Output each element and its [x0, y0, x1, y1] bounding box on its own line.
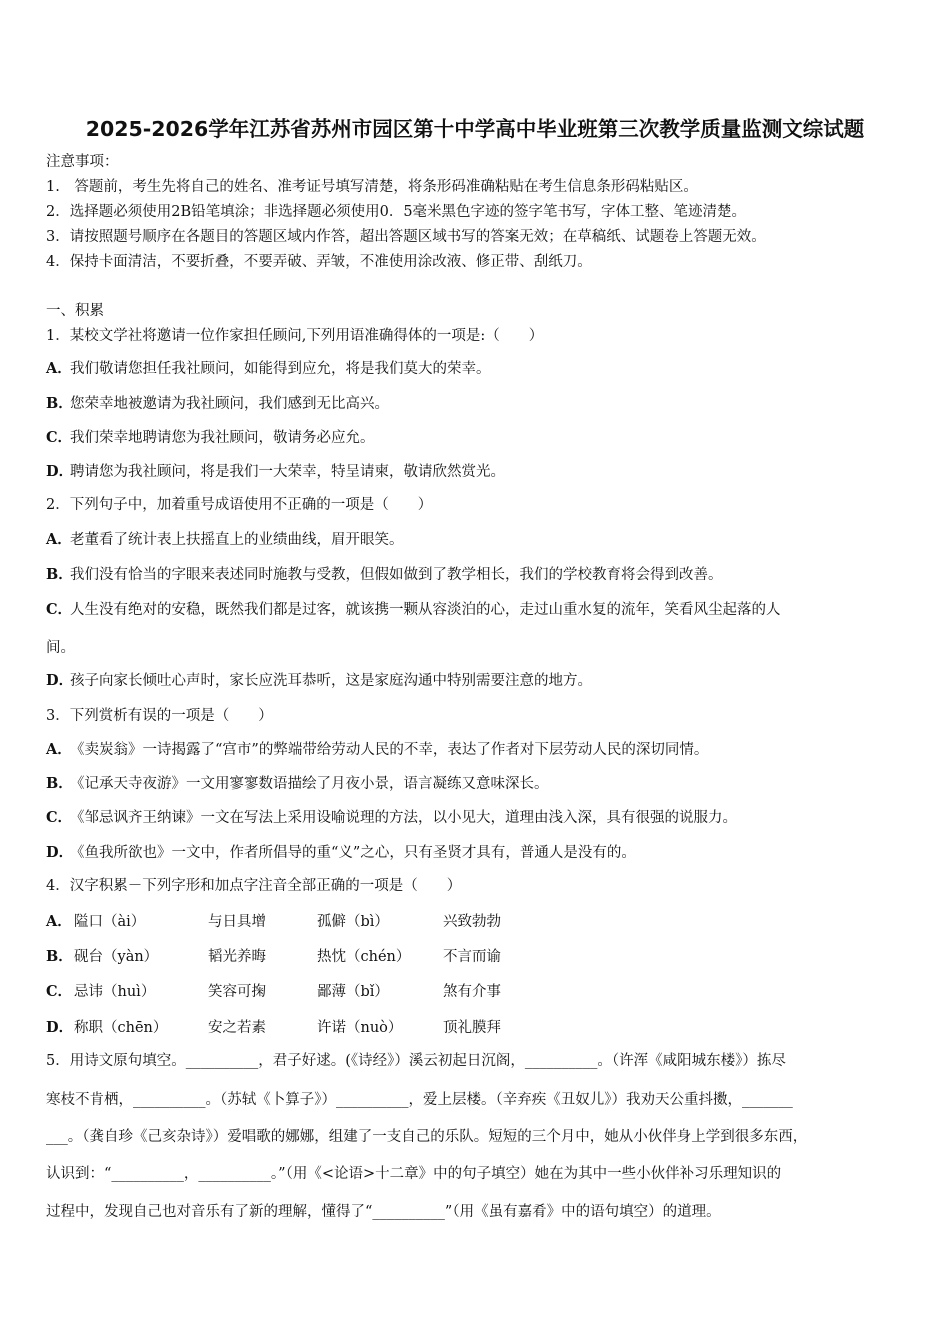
option-letter: C．: [46, 429, 73, 446]
option-cell: 砚台（yàn）: [74, 949, 159, 965]
question-2-stem: 2．下列句子中，加着重号成语使用不正确的一项是（ ）: [46, 497, 433, 513]
option-cell: 孤僻（bì）: [317, 914, 389, 930]
question-5-line: 5．用诗文原句填空。__________，君子好逑。(《诗经》）溪云初起日沉阁，__________。（许浑《咸阳城东楼》）拣尽: [46, 1053, 786, 1069]
option-text: 聘请您为我社顾问，将是我们一大荣幸，特呈请柬，敬请欣然赏光。: [70, 464, 505, 480]
option-letter: C．: [46, 601, 73, 618]
option-letter: A．: [46, 360, 72, 377]
question-4-option-d: [46, 1016, 906, 1036]
notice-heading: 注意事项：: [46, 154, 119, 170]
question-4-option-b: [46, 945, 906, 965]
question-3-option-b: [46, 774, 549, 794]
option-letter: A．: [46, 913, 72, 930]
option-cell: 兴致勃勃: [443, 914, 501, 930]
option-text: 我们敬请您担任我社顾问，如能得到应允，将是我们莫大的荣幸。: [70, 361, 491, 377]
option-letter: D．: [46, 844, 74, 861]
option-text: 《鱼我所欲也》一文中，作者所倡导的重“义”之心，只有圣贤才具有，普通人是没有的。: [70, 845, 636, 861]
question-2-option-a: [46, 530, 404, 550]
option-cell: 与日具增: [208, 914, 266, 930]
notice-item: 4．保持卡面清洁，不要折叠，不要弄破、弄皱，不准使用涂改液、修正带、刮纸刀。: [46, 254, 592, 270]
option-text: 人生没有绝对的安稳，既然我们都是过客，就该携一颗从容淡泊的心，走过山重水复的流年，笑看风尘起落的人: [70, 602, 781, 618]
question-5-line: ___。（龚自珍《己亥杂诗》）爱唱歌的娜娜，组建了一支自己的乐队。短短的三个月中，她从小伙伴身上学到很多东西，: [46, 1129, 808, 1145]
option-letter: D．: [46, 672, 74, 689]
notice-item: 3．请按照题号顺序在各题目的答题区域内作答，超出答题区域书写的答案无效；在草稿纸、试题卷上答题无效。: [46, 229, 766, 245]
option-cell: 笑容可掬: [208, 984, 266, 1000]
notice-item: 1. 答题前，考生先将自己的姓名、准考证号填写清楚，将条形码准确粘贴在考生信息条形码粘贴区。: [46, 179, 698, 195]
question-1-option-b: [46, 394, 389, 414]
option-letter: A．: [46, 741, 72, 758]
question-5-line: 认识到：“__________，__________。”（用《<论语>十二章》中的句子填空）她在为其中一些小伙伴补习乐理知识的: [46, 1166, 782, 1182]
option-letter: B．: [46, 775, 73, 792]
option-cell: 称职（chēn）: [74, 1020, 168, 1036]
option-text: 《卖炭翁》一诗揭露了“宫市”的弊端带给劳动人民的不幸，表达了作者对下层劳动人民的深切同情。: [70, 742, 709, 758]
question-5-line: 寒枝不肯栖，__________。（苏轼《卜算子》）__________，爱上层楼。（辛弃疾《丑奴儿》）我劝天公重抖擞，_______: [46, 1092, 793, 1108]
question-2-option-b: [46, 565, 723, 585]
question-2-option-c: [46, 600, 781, 620]
question-2-option-c-cont: 间。: [46, 640, 75, 656]
option-text: 《邹忌讽齐王纳谏》一文在写法上采用设喻说理的方法，以小见大，道理由浅入深，具有很强的说服力。: [70, 810, 737, 826]
option-text: 您荣幸地被邀请为我社顾问，我们感到无比高兴。: [70, 396, 389, 412]
question-5-line: 过程中，发现自己也对音乐有了新的理解，懂得了“__________”（用《虽有嘉肴》中的语句填空）的道理。: [46, 1204, 721, 1220]
option-cell: 韬光养晦: [208, 949, 266, 965]
question-3-option-a: [46, 740, 708, 760]
question-3-option-d: [46, 843, 636, 863]
option-cell: 顶礼膜拜: [443, 1020, 501, 1036]
question-4-option-a: [46, 910, 906, 930]
option-letter: D．: [46, 463, 74, 480]
option-letter: B．: [46, 948, 73, 965]
option-cell: 安之若素: [208, 1020, 266, 1036]
option-letter: B．: [46, 395, 73, 412]
option-letter: B．: [46, 566, 73, 583]
option-text: 《记承天寺夜游》一文用寥寥数语描绘了月夜小景，语言凝练又意味深长。: [70, 776, 549, 792]
option-letter: A．: [46, 531, 72, 548]
notice-item: 2．选择题必须使用2B铅笔填涂；非选择题必须使用0．5毫米黑色字迹的签字笔书写，字体工整、笔迹清楚。: [46, 204, 747, 220]
question-1-stem: 1．某校文学社将邀请一位作家担任顾问,下列用语准确得体的一项是:（ ）: [46, 328, 544, 344]
option-cell: 鄙薄（bǐ）: [317, 984, 389, 1000]
option-cell: 不言而谕: [443, 949, 501, 965]
option-cell: 忌讳（huì）: [74, 984, 156, 1000]
section-heading: 一、积累: [46, 303, 104, 319]
option-letter: C．: [46, 983, 73, 1000]
question-3-stem: 3．下列赏析有误的一项是（ ）: [46, 708, 273, 724]
question-4-option-c: [46, 980, 906, 1000]
option-letter: C．: [46, 809, 73, 826]
option-cell: 隘口（ài）: [74, 914, 146, 930]
question-1-option-d: [46, 462, 505, 482]
question-1-option-c: [46, 428, 375, 448]
option-text: 我们没有恰当的字眼来表述同时施教与受教，但假如做到了教学相长，我们的学校教育将会得到改善。: [70, 567, 723, 583]
option-text: 我们荣幸地聘请您为我社顾问，敬请务必应允。: [70, 430, 375, 446]
option-cell: 煞有介事: [443, 984, 501, 1000]
page-title: 2025-2026学年江苏省苏州市园区第十中学高中毕业班第三次教学质量监测文综试题: [85, 117, 865, 141]
option-text: 孩子向家长倾吐心声时，家长应洗耳恭听，这是家庭沟通中特别需要注意的地方。: [70, 673, 592, 689]
option-letter: D．: [46, 1019, 74, 1036]
question-3-option-c: [46, 808, 737, 828]
question-2-option-d: [46, 671, 592, 691]
question-4-stem: 4．汉字积累－下列字形和加点字注音全部正确的一项是（ ）: [46, 878, 462, 894]
option-cell: 热忱（chén）: [317, 949, 411, 965]
option-text: 老董看了统计表上扶摇直上的业绩曲线，眉开眼笑。: [70, 532, 404, 548]
question-1-option-a: [46, 359, 491, 379]
option-cell: 许诺（nuò）: [317, 1020, 403, 1036]
